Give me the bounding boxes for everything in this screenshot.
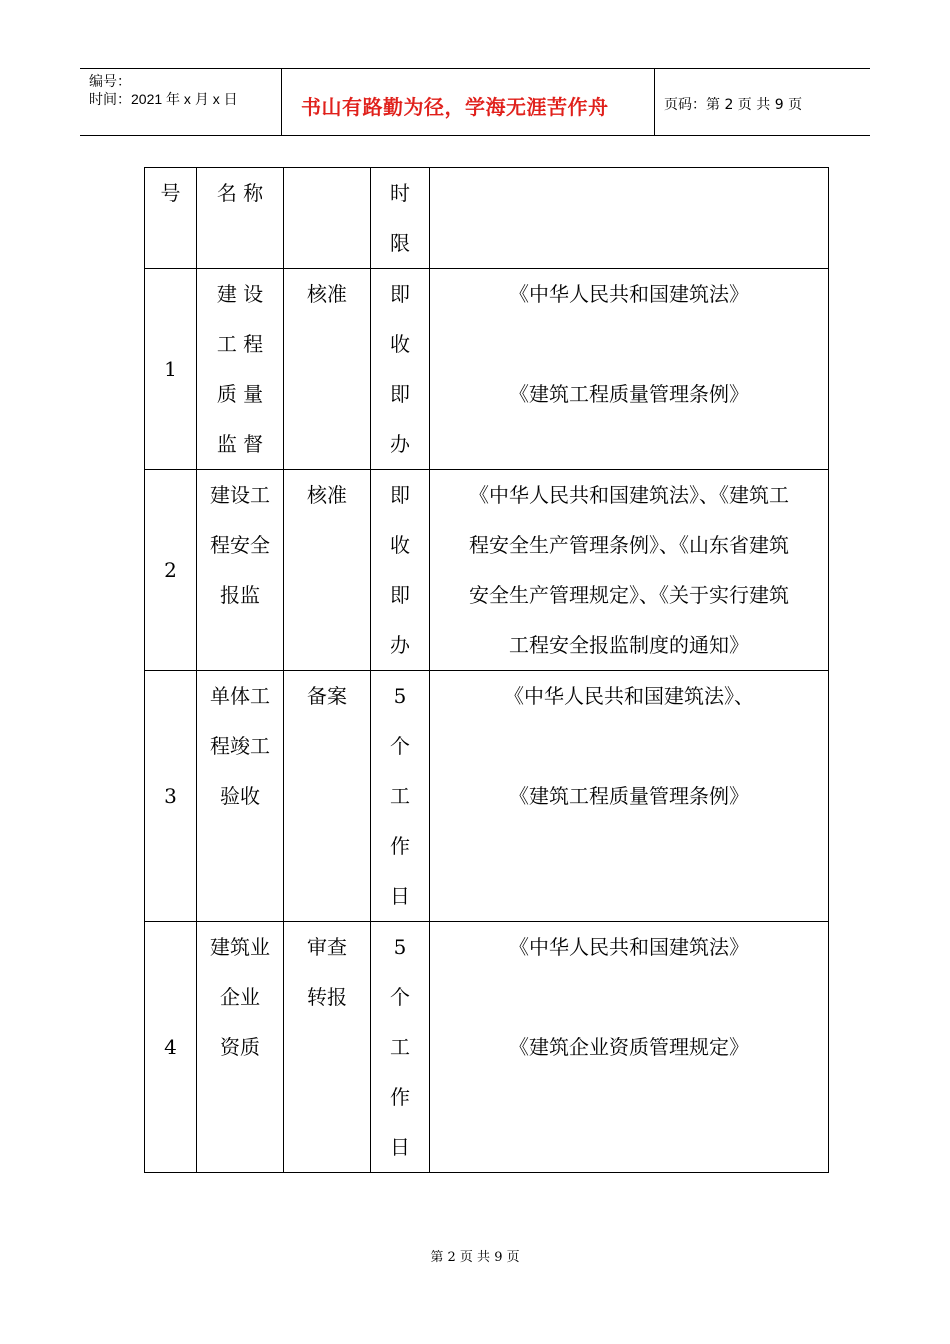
- row-no: 4: [145, 922, 197, 1173]
- row-basis: 《中华人民共和国建筑法》、 《建筑工程质量管理条例》: [430, 671, 829, 922]
- approval-items-table: [144, 167, 829, 1173]
- header-type: [284, 168, 371, 269]
- page-footer: 第 2 页 共 9 页: [430, 1250, 520, 1265]
- row-name: 建设工 程安全 报监: [197, 470, 284, 671]
- header-motto: 书山有路勤为径，学海无涯苦作舟: [301, 95, 609, 119]
- row-basis: 《中华人民共和国建筑法》 《建筑企业资质管理规定》: [430, 922, 829, 1173]
- row-time: 5 个 工 作 日: [371, 671, 430, 922]
- row-type: 审查 转报: [284, 922, 371, 1173]
- table-row: [145, 922, 829, 1173]
- header-page-info: 页码：第 2 页 共 9 页: [664, 97, 803, 113]
- table-header-row: [145, 168, 829, 269]
- row-name: 建 设 工 程 质 量 监 督: [197, 269, 284, 470]
- row-basis: 《中华人民共和国建筑法》 《建筑工程质量管理条例》: [430, 269, 829, 470]
- row-no: 1: [145, 269, 197, 470]
- header-motto-cell: [281, 69, 655, 135]
- row-time: 即 收 即 办: [371, 470, 430, 671]
- header-time: 时 限: [371, 168, 430, 269]
- row-no: 3: [145, 671, 197, 922]
- doc-date: 时间：2021 年 x 月 x 日: [89, 91, 238, 107]
- header-no: 号: [145, 168, 197, 269]
- header-meta: [80, 69, 282, 135]
- document-header: [80, 68, 870, 136]
- table-row: [145, 470, 829, 671]
- header-page-cell: [655, 69, 870, 135]
- row-type: 核准: [284, 269, 371, 470]
- row-type: 核准: [284, 470, 371, 671]
- table-row: [145, 269, 829, 470]
- row-name: 建筑业 企业 资质: [197, 922, 284, 1173]
- row-time: 5 个 工 作 日: [371, 922, 430, 1173]
- row-no: 2: [145, 470, 197, 671]
- row-name: 单体工 程竣工 验收: [197, 671, 284, 922]
- header-basis: [430, 168, 829, 269]
- header-name: 名 称: [197, 168, 284, 269]
- doc-number: 编号：: [89, 73, 131, 89]
- row-type: 备案: [284, 671, 371, 922]
- row-time: 即 收 即 办: [371, 269, 430, 470]
- row-basis: 《中华人民共和国建筑法》、《建筑工 程安全生产管理条例》、《山东省建筑 安全生产管理规定》、《关于实行建筑 工程安全报监制度的通知》: [430, 470, 829, 671]
- table-row: [145, 671, 829, 922]
